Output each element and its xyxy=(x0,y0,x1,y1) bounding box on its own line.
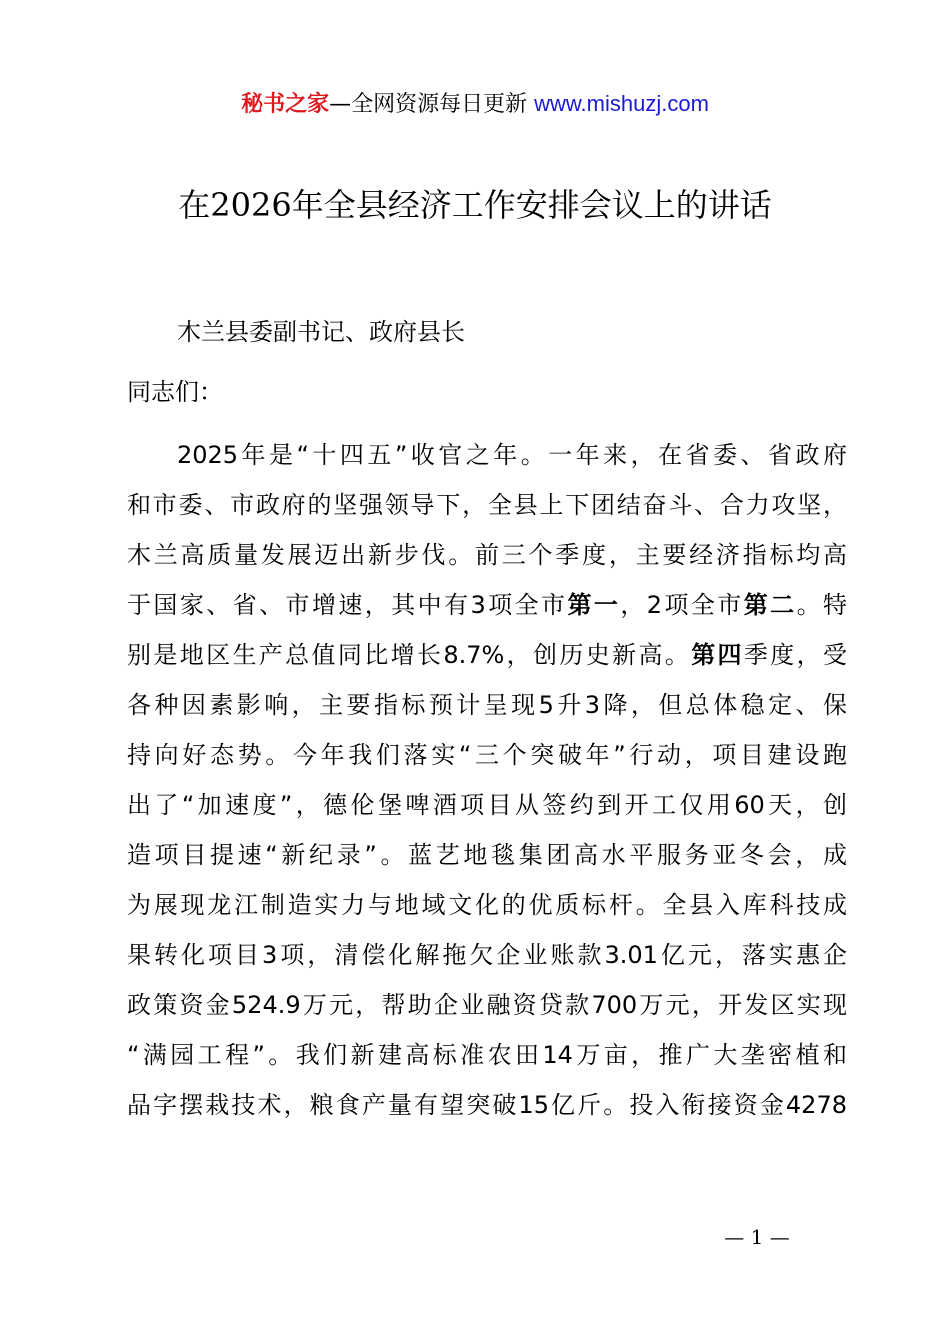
emphasis-text: 第二 xyxy=(743,591,797,619)
emphasis-text: 第一 xyxy=(567,591,621,619)
document-title: 在2026年全县经济工作安排会议上的讲话 xyxy=(178,186,772,224)
body-paragraph xyxy=(127,436,847,1136)
banner-slogan: —全网资源每日更新 xyxy=(329,92,528,117)
paragraph-line: 政策资金524.9万元，帮助企业融资贷款700万元，开发区实现 xyxy=(127,991,847,1019)
paragraph-line: 各种因素影响，主要指标预计呈现5升3降，但总体稳定、保 xyxy=(127,691,847,719)
paragraph-line: 品字摆栽技术，粮食产量有望突破15亿斤。投入衔接资金4278 xyxy=(127,1091,847,1119)
paragraph-line: 果转化项目3项，清偿化解拖欠企业账款3.01亿元，落实惠企 xyxy=(127,941,847,969)
paragraph-line: 为展现龙江制造实力与地域文化的优质标杆。全县入库科技成 xyxy=(127,891,847,919)
brand-name: 秘书之家 xyxy=(241,92,330,117)
paragraph-line: “满园工程”。我们新建高标准农田14万亩，推广大垄密植和 xyxy=(127,1041,847,1069)
site-banner xyxy=(0,88,950,121)
page-number: — 1 — xyxy=(724,1225,790,1249)
paragraph-line: 造项目提速“新纪录”。蓝艺地毯集团高水平服务亚冬会，成 xyxy=(127,841,847,869)
speaker-line: 木兰县委副书记、政府县长 xyxy=(177,318,465,346)
paragraph-line: 出了“加速度”，德伦堡啤酒项目从签约到开工仅用60天，创 xyxy=(127,791,847,819)
paragraph-line: 木兰高质量发展迈出新步伐。前三个季度，主要经济指标均高 xyxy=(127,541,847,569)
site-url-link[interactable]: www.mishuzj.com xyxy=(534,91,709,116)
paragraph-line: 2025年是“十四五”收官之年。一年来，在省委、省政府 xyxy=(177,441,847,469)
emphasis-text: 第四 xyxy=(691,641,744,669)
paragraph-line: 于国家、省、市增速，其中有3项全市第一，2项全市第二。特 xyxy=(127,591,848,619)
salutation: 同志们： xyxy=(127,378,223,406)
paragraph-line: 别是地区生产总值同比增长8.7%，创历史新高。第四季度，受 xyxy=(127,641,848,669)
paragraph-line: 持向好态势。今年我们落实“三个突破年”行动，项目建设跑 xyxy=(127,741,847,769)
paragraph-line: 和市委、市政府的坚强领导下，全县上下团结奋斗、合力攻坚， xyxy=(127,491,847,519)
